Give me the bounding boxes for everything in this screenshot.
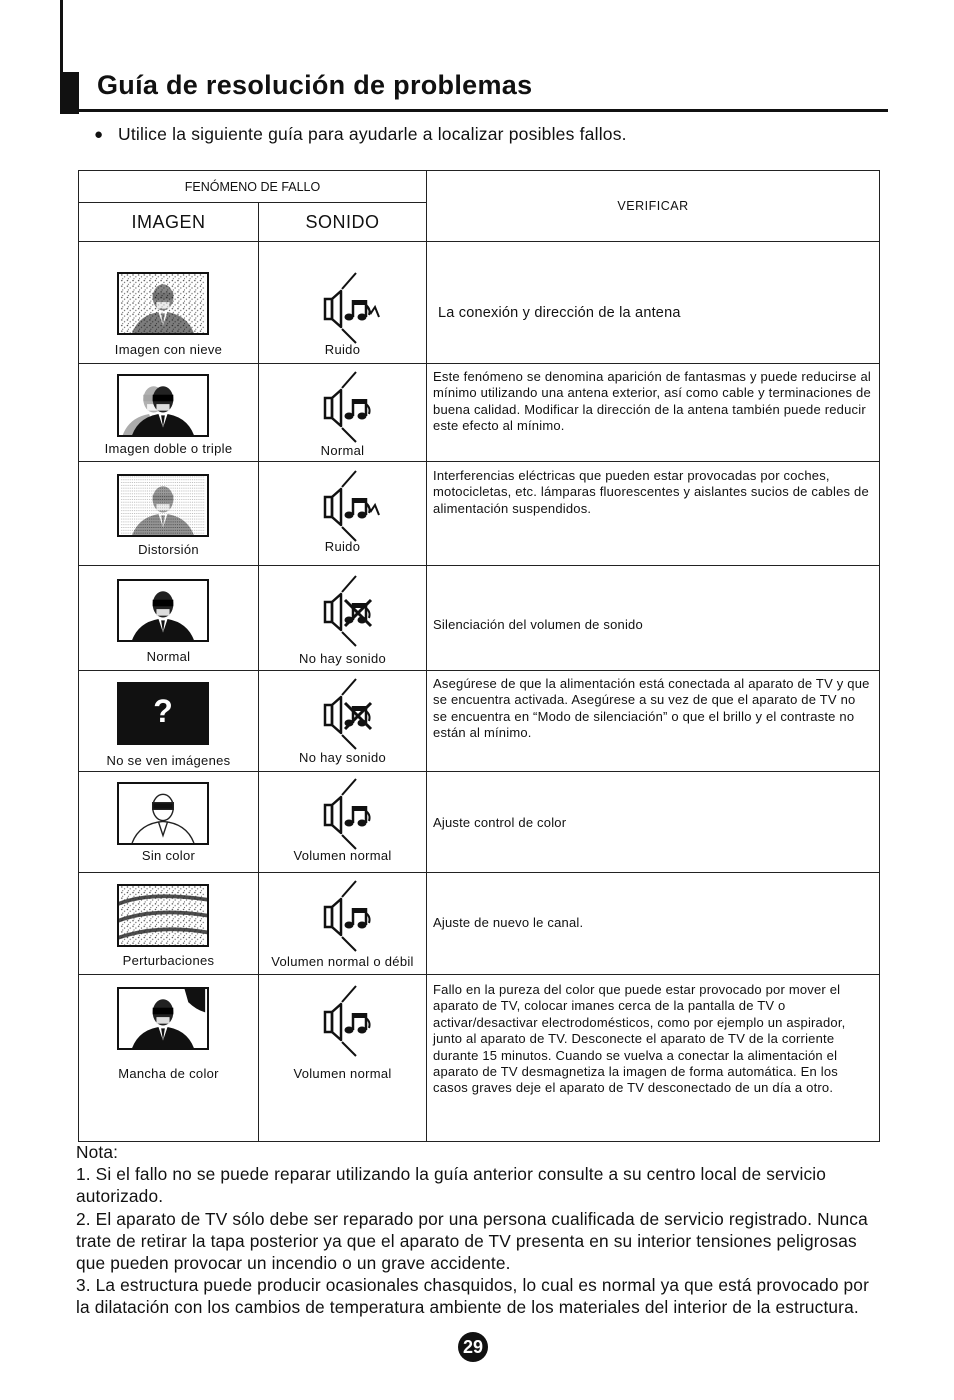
no-color-picture-icon <box>117 782 209 845</box>
note-item: 3. La estructura puede producir ocasionales chasquidos, lo cual es normal ya que está provocado por la dilatación con los cambios de temperatura ambiente de los materiales del interior de la estructura. <box>76 1275 869 1318</box>
page-title: Guía de resolución de problemas <box>97 70 533 100</box>
table-row <box>79 462 880 566</box>
left-margin-rule <box>60 0 63 80</box>
image-symptom-label: Sin color <box>141 848 196 863</box>
verify-text: La conexión y dirección de la antena <box>438 305 681 321</box>
note-item: 2. El aparato de TV sólo debe ser reparado por una persona cualificada de servicio registrado. Nunca trate de retirar la tapa posterior ya que el aparato de TV presenta en su interior tensiones peligrosas que pueden provocar un incendio o un grave accidente. <box>76 1208 868 1274</box>
verify-text: Fallo en la pureza del color que puede estar provocado por mover el aparato de TV, colocar imanes cerca de la pantalla de TV o activar/desactivar electrodomésticos, como por ejemplo un aspirador, junto al aparato de TV. Desconecte el aparato de TV de la corriente durante 15 minutos. Cuando se vuelva a conectar la alimentación el aparato de TV desmagnetiza la imagen de forma automática. En los casos graves deje el aparato de TV desconectado de un día a otro. <box>433 982 846 1096</box>
speaker-muted-icon <box>319 570 399 650</box>
color-patch-picture-icon <box>117 987 209 1050</box>
table-row <box>79 772 880 873</box>
speaker-muted-icon <box>319 673 399 753</box>
image-column-header: IMAGEN <box>79 203 259 242</box>
interference-picture-icon <box>117 884 209 947</box>
table-row <box>79 671 880 772</box>
sound-symptom-label: Normal <box>320 443 365 458</box>
sound-symptom-label: Volumen normal <box>293 1066 392 1081</box>
troubleshooting-table <box>78 170 880 1142</box>
table-row <box>79 566 880 671</box>
image-symptom-label: Imagen con nieve <box>114 342 223 357</box>
intro-text: Utilice la siguiente guía para ayudarle a localizar posibles fallos. <box>118 124 627 144</box>
table-row <box>79 242 880 364</box>
verify-text: Interferencias eléctricas que pueden estar provocadas por coches, motocicletas, etc. lámparas fluorescentes y aislantes sucios de cables de alimentación suspendidos. <box>433 468 869 516</box>
sound-symptom-label: Volumen normal o débil <box>271 954 414 969</box>
image-symptom-label: Perturbaciones <box>122 953 215 968</box>
notes-heading: Nota: <box>76 1142 119 1162</box>
distorted-picture-icon <box>117 474 209 537</box>
snowy-picture-icon <box>117 272 209 335</box>
page-number: 29 <box>458 1332 488 1362</box>
fault-phenomenon-header: FENÓMENO DE FALLO <box>79 171 427 203</box>
image-symptom-label: Normal <box>146 649 191 664</box>
table-row <box>79 975 880 1142</box>
verify-header: VERIFICAR <box>427 171 880 242</box>
image-symptom-label: Distorsión <box>138 542 199 557</box>
image-symptom-label: Mancha de color <box>118 1066 219 1081</box>
speaker-noise-icon <box>319 465 399 545</box>
table-row <box>79 364 880 462</box>
note-item: 1. Si el fallo no se puede reparar utilizando la guía anterior consulte a su centro local de servicio autorizado. <box>76 1164 827 1207</box>
sound-column-header: SONIDO <box>259 203 427 242</box>
normal-picture-icon <box>117 579 209 642</box>
verify-text: Asegúrese de que la alimentación está conectada al aparato de TV y que se encuentra activada. Asegúrese a su vez de que el aparato de TV no se encuentra en “Modo de silenciación” o que el brillo y el contraste no están al mínimo. <box>433 676 870 741</box>
speaker-noise-icon <box>319 267 399 347</box>
verify-text: Ajuste control de color <box>433 815 567 830</box>
speaker-normal-icon <box>319 366 399 446</box>
verify-text: Este fenómeno se denomina aparición de fantasmas y puede reducirse al mínimo utilizando una antena exterior, así como cable y terminaciones de buena calidad. Modificar la dirección de la antena también puede reducir este efecto al mínimo. <box>433 369 872 434</box>
verify-text: Silenciación del volumen de sonido <box>433 617 643 632</box>
sound-symptom-label: Ruido <box>324 539 361 554</box>
sound-symptom-label: Volumen normal <box>293 848 392 863</box>
speaker-normal-icon <box>319 875 399 955</box>
no-picture-icon: ? <box>117 682 209 745</box>
speaker-normal-icon <box>319 773 399 853</box>
sound-symptom-label: No hay sonido <box>299 750 387 765</box>
speaker-normal-icon <box>319 980 399 1060</box>
bullet-icon: ● <box>94 126 104 143</box>
image-symptom-label: Imagen doble o triple <box>104 441 233 456</box>
title-marker <box>60 72 79 114</box>
title-underline <box>60 109 888 112</box>
ghost-picture-icon <box>117 374 209 437</box>
sound-symptom-label: No hay sonido <box>299 651 387 666</box>
image-symptom-label: No se ven imágenes <box>106 753 231 768</box>
verify-text: Ajuste de nuevo le canal. <box>433 915 584 930</box>
table-row <box>79 873 880 975</box>
sound-symptom-label: Ruido <box>324 342 361 357</box>
notes-section <box>76 1141 886 1319</box>
